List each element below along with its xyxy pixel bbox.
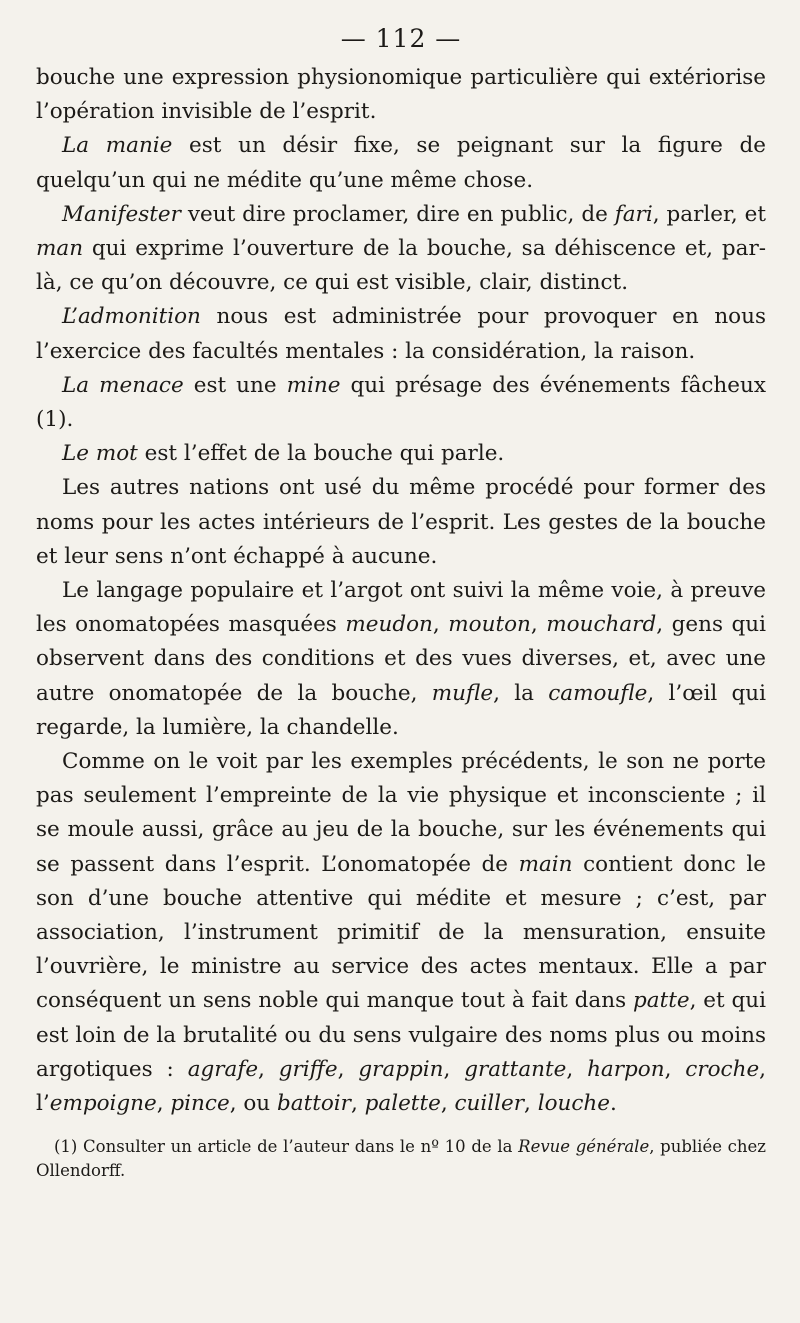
paragraph: [36, 198, 766, 301]
italic-text: mouchard: [546, 612, 657, 638]
text-run: qui présage des événements fâcheux (1).: [36, 372, 766, 433]
text-run: ,: [337, 1056, 359, 1082]
text-run: ,: [566, 1056, 588, 1082]
text-run: ,: [530, 612, 547, 638]
italic-text: man: [36, 236, 84, 262]
italic-text: mufle: [431, 680, 494, 706]
italic-text: main: [518, 851, 573, 877]
text-run: .: [609, 1091, 617, 1117]
text-run: est un désir fixe, se peignant sur la figure de quelqu’un qui ne médite qu’une même chose.: [36, 133, 766, 193]
italic-text: louche: [537, 1091, 610, 1117]
italic-text: empoigne: [49, 1091, 157, 1117]
italic-text: palette: [364, 1091, 441, 1117]
paragraph: [36, 369, 766, 437]
text-run: , gens qui observent dans des conditions et des vues diverses, et, avec une autre onomatopée de la bouche,: [36, 612, 767, 706]
italic-text: mine: [286, 372, 341, 398]
footnote: [36, 1135, 766, 1183]
page-number: — 112 —: [340, 24, 462, 53]
text-run: ,: [664, 1056, 686, 1082]
italic-text: Manifester: [62, 201, 181, 227]
text-run: est l’effet de la bouche qui parle.: [137, 441, 505, 467]
text-run: , parler, et: [652, 201, 766, 227]
italic-text: agrafe: [187, 1056, 259, 1082]
text-run: ,: [524, 1091, 538, 1117]
text-run: , la: [493, 680, 549, 706]
text-run: ,: [156, 1091, 171, 1117]
paragraph: [36, 437, 766, 471]
text-run: qui exprime l’ouverture de la bouche, sa déhiscence et, par-là, ce qu’on découvre, ce qui est visible, clair, distinct.: [36, 236, 766, 296]
text-run: nous est administrée pour provoquer en nous l’exercice des facultés mentales : la considération, la raison.: [36, 304, 766, 364]
italic-text: cuiller: [454, 1091, 525, 1117]
text-run: veut dire proclamer, dire en public, de: [180, 201, 615, 227]
italic-text: grattante: [464, 1056, 567, 1082]
footnote-area: [36, 1135, 766, 1183]
italic-text: pince: [170, 1091, 230, 1117]
italic-text: griffe: [278, 1056, 338, 1082]
paragraph: [36, 745, 766, 1121]
paragraph: [36, 61, 766, 129]
text-run: (1) Consulter un article de l’auteur dans le nº 10 de la: [54, 1137, 519, 1157]
text-run: , publiée chez Ollendorff.: [36, 1137, 766, 1181]
italic-text: Revue générale: [518, 1137, 650, 1157]
italic-text: La manie: [62, 133, 173, 159]
paragraph: [36, 300, 766, 368]
text-run: ,: [440, 1091, 455, 1117]
text-run: Comme on le voit par les exemples précédents, le son ne porte pas seulement l’empreinte de la vie physique et inconsciente ; il se moule aussi, grâce au jeu de la bouche, sur les événements qui se passent dans l’esprit. L’onomatopée de: [36, 749, 766, 877]
text-run: contient donc le son d’une bouche attentive qui médite et mesure ; c’est, par association, l’instrument primitif de la mensuration, ensuite l’ouvrière, le ministre au service des actes mentaux. Elle a par conséquent un sens noble qui manque tout à fait dans: [36, 851, 766, 1014]
text-run: , l’: [36, 1056, 767, 1117]
text-run: , ou: [229, 1091, 277, 1117]
italic-text: patte: [633, 988, 690, 1014]
text-run: ,: [258, 1056, 279, 1082]
italic-text: mouton: [448, 612, 531, 638]
body-text: [36, 61, 766, 1121]
paragraph: [36, 129, 766, 197]
text-run: ,: [350, 1091, 365, 1117]
italic-text: harpon: [587, 1056, 665, 1082]
text-run: Les autres nations ont usé du même procédé pour former des noms pour les actes intérieurs de l’esprit. Les gestes de la bouche et leur sens n’ont échappé à aucune.: [36, 475, 766, 569]
text-run: ,: [432, 612, 449, 638]
italic-text: Le mot: [62, 441, 138, 467]
text-run: bouche une expression physionomique particulière qui extériorise l’opération invisible de l’esprit.: [36, 65, 766, 125]
text-run: ,: [443, 1056, 465, 1082]
paragraph: [36, 574, 766, 745]
text-run: , et qui est loin de la brutalité ou du sens vulgaire des noms plus ou moins argotiques :: [36, 988, 766, 1082]
italic-text: grappin: [358, 1056, 444, 1082]
italic-text: fari: [614, 201, 653, 227]
italic-text: battoir: [276, 1091, 351, 1117]
italic-text: La menace: [62, 372, 184, 398]
text-run: est une: [183, 372, 287, 398]
italic-text: meudon: [345, 612, 433, 638]
text-run: Le langage populaire et l’argot ont suivi la même voie, à preuve les onomatopées masquées: [36, 578, 766, 638]
paragraph: [36, 471, 766, 574]
italic-text: L’admonition: [62, 304, 201, 330]
italic-text: camoufle: [548, 680, 648, 706]
text-run: , l’œil qui regarde, la lumière, la chandelle.: [36, 680, 766, 740]
italic-text: croche: [685, 1056, 760, 1082]
